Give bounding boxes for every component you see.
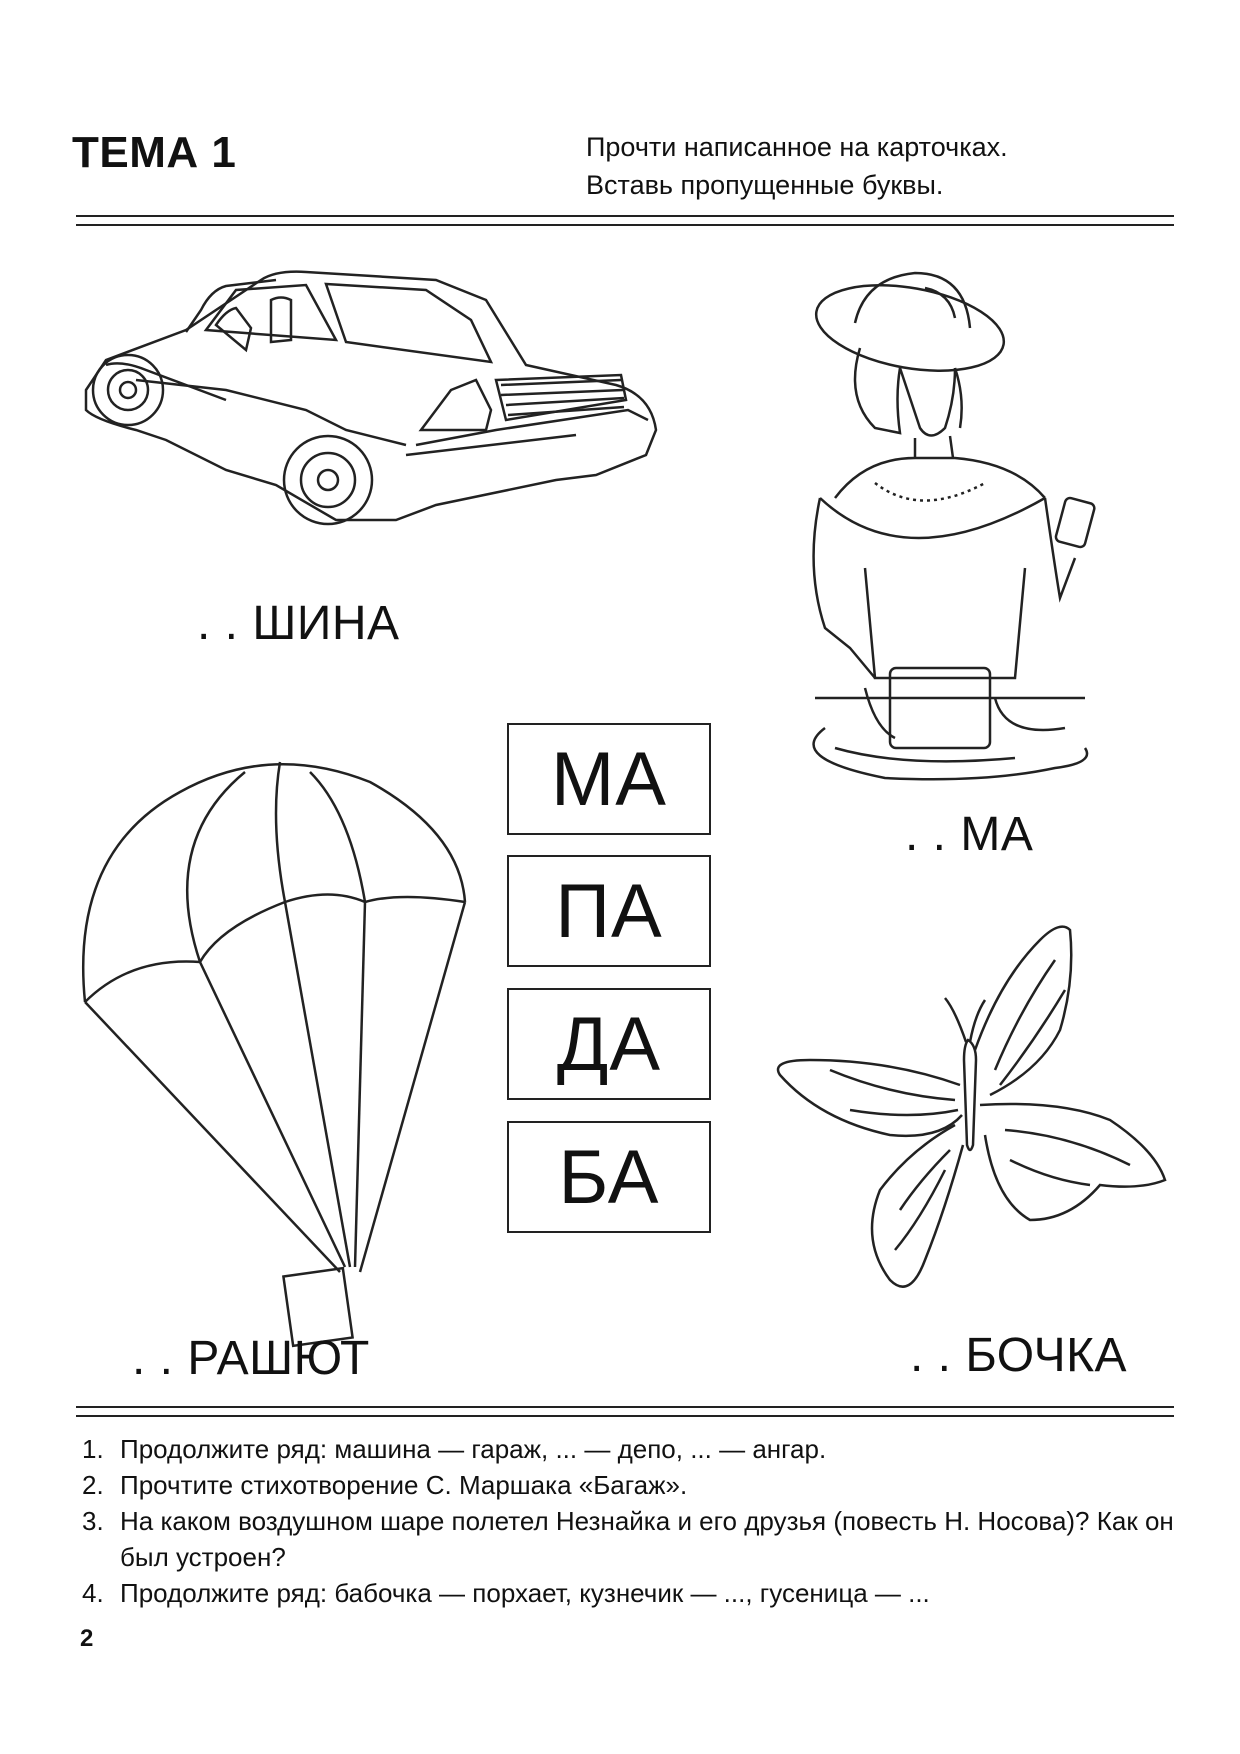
syllable-card: БА — [507, 1121, 711, 1233]
list-item — [82, 1503, 1182, 1575]
list-item — [82, 1467, 1182, 1503]
parachute-illustration-icon — [70, 752, 470, 1297]
word-woman: . . МА — [905, 808, 1034, 861]
question-number: 3. — [82, 1506, 104, 1536]
question-text: Продолжите ряд: бабочка — порхает, кузнечик — ..., гусеница — ... — [120, 1578, 930, 1608]
page-title: ТЕМА 1 — [72, 128, 237, 177]
question-text: Продолжите ряд: машина — гараж, ... — депо, ... — ангар. — [120, 1434, 827, 1464]
instruction-line: Прочти написанное на карточках. — [586, 132, 1008, 162]
woman-with-hat-illustration-icon — [805, 268, 1095, 783]
list-item — [82, 1575, 1182, 1611]
instructions — [586, 128, 1008, 204]
word-car: . . ШИНА — [197, 597, 400, 650]
questions-list — [82, 1431, 1182, 1611]
bottom-divider — [76, 1406, 1174, 1417]
butterfly-illustration-icon — [770, 920, 1170, 1320]
question-number: 4. — [82, 1578, 104, 1608]
car-illustration-icon — [76, 270, 656, 560]
syllable-card: ПА — [507, 855, 711, 967]
question-text: Прочтите стихотворение С. Маршака «Багаж». — [120, 1470, 688, 1500]
question-number: 2. — [82, 1470, 104, 1500]
list-item — [82, 1431, 1182, 1467]
word-parachute: . . РАШЮТ — [132, 1332, 370, 1385]
question-text: На каком воздушном шаре полетел Незнайка и его друзья (повесть Н. Носова)? Как он был устроен? — [120, 1506, 1174, 1572]
instruction-line: Вставь пропущенные буквы. — [586, 170, 944, 200]
syllable-card: ДА — [507, 988, 711, 1100]
syllable-card: МА — [507, 723, 711, 835]
word-butterfly: . . БОЧКА — [910, 1329, 1128, 1382]
page-number: 2 — [80, 1625, 94, 1652]
question-number: 1. — [82, 1434, 104, 1464]
top-divider — [76, 215, 1174, 226]
